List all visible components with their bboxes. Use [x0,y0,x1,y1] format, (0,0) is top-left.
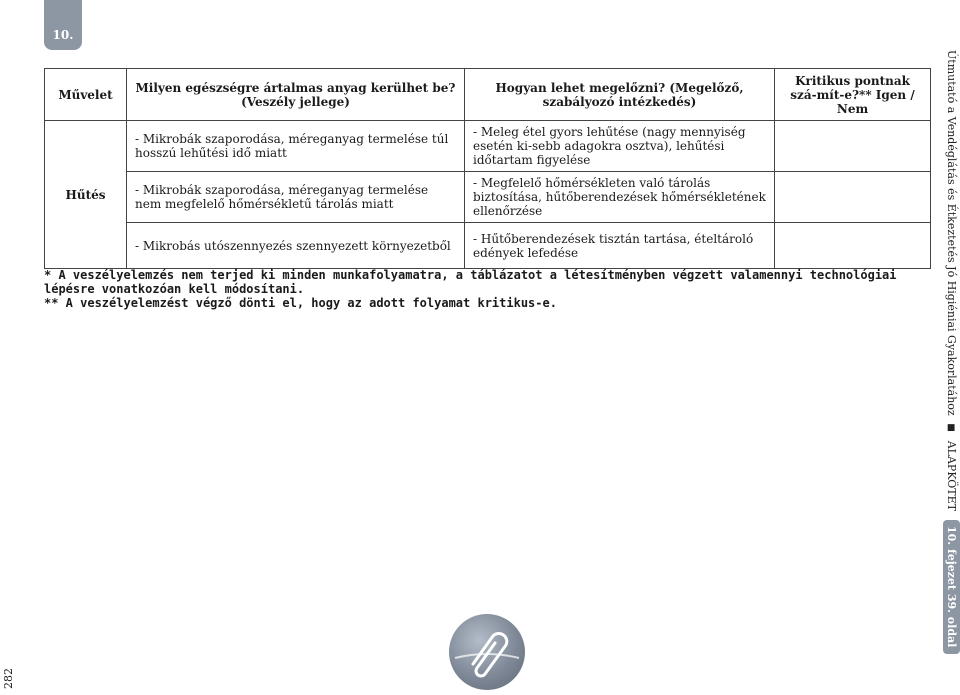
critical-cell [775,223,931,269]
header-prevention: Hogyan lehet megelőzni? (Megelőző, szabályozó intézkedés) [465,69,775,121]
table-row [45,172,931,223]
table-row [45,223,931,269]
paperclip-logo-icon [449,614,525,690]
footnote-1: * A veszélyelemzés nem terjed ki minden munkafolyamatra, a táblázatot a létesítményben végzett valamennyi technológiai lépésre vonatkozóan kell módosítani. [44,268,897,296]
running-title: Útmutató a Vendéglátás és Étkeztetés Jó Higiéniai Gyakorlatához [945,50,958,416]
header-hazard: Milyen egészségre ártalmas anyag kerülhet be? (Veszély jellege) [127,69,465,121]
chapter-label: 10. [52,28,74,42]
prevention-cell: - Hűtőberendezések tisztán tartása, ételtároló edények lefedése [465,223,775,269]
prevention-cell: - Meleg étel gyors lehűtése (nagy mennyiség esetén ki-sebb adagokra osztva), lehűtési időtartam figyelése [465,121,775,172]
critical-cell [775,121,931,172]
hazard-cell: - Mikrobás utószennyezés szennyezett környezetből [127,223,465,269]
page-number: 282 [2,668,15,689]
header-operation: Művelet [45,69,127,121]
operation-cell: Hűtés [45,121,127,269]
table-header-row [45,69,931,121]
side-running-header [940,50,960,648]
haccp-table [44,68,931,269]
hazard-cell: - Mikrobák szaporodása, méreganyag termelése túl hosszú lehűtési idő miatt [127,121,465,172]
header-critical: Kritikus pontnak szá-mít-e?** Igen / Nem [775,69,931,121]
chapter-ref-tab: 10. fejezet 39. oldal [943,520,960,653]
footnote-2: ** A veszélyelemzést végző dönti el, hogy az adott folyamat kritikus-e. [44,296,557,310]
critical-cell [775,172,931,223]
footnotes [44,268,944,310]
section-label: ALAPKÖTET [945,440,958,511]
hazard-cell: - Mikrobák szaporodása, méreganyag termelése nem megfelelő hőmérsékletű tárolás miatt [127,172,465,223]
table-row [45,121,931,172]
chapter-tab [44,0,82,50]
prevention-cell: - Megfelelő hőmérsékleten való tárolás biztosítása, hűtőberendezések hőmérsékletének ellenőrzése [465,172,775,223]
square-icon: ■ [946,423,956,434]
